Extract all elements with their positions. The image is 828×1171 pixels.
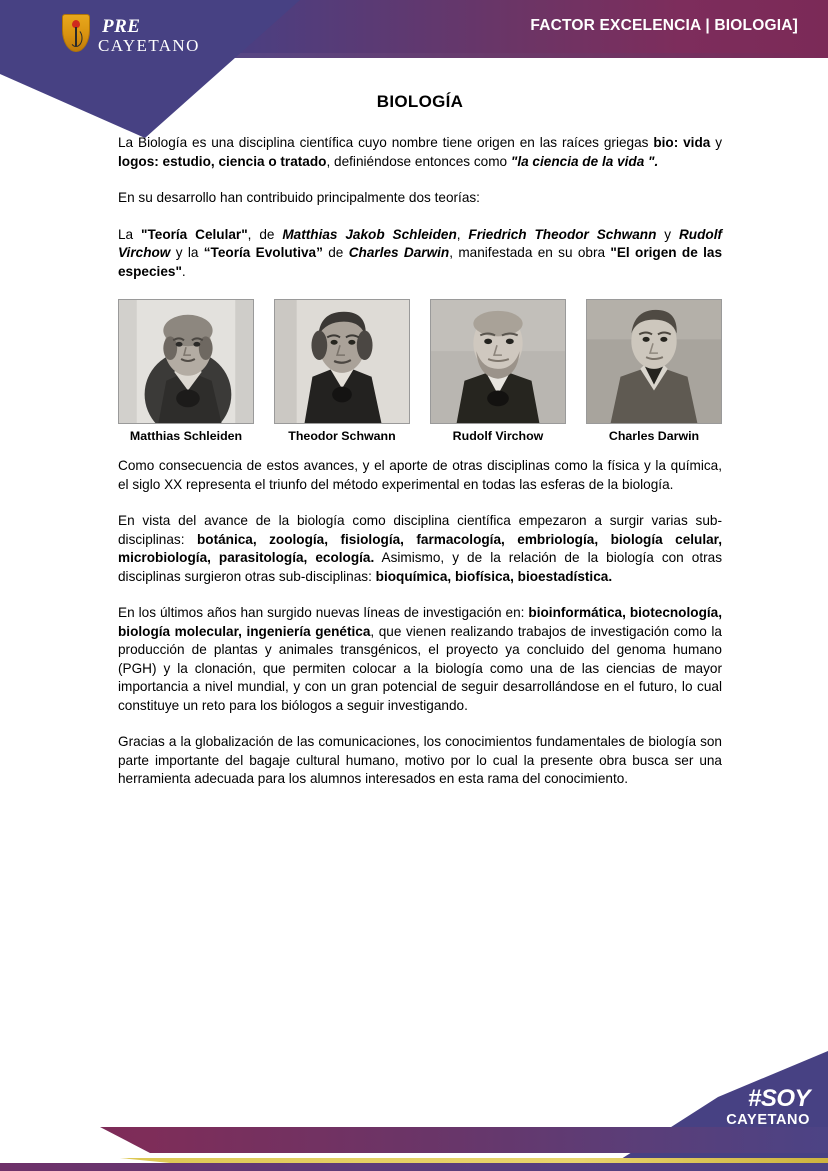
paragraph-globalization: Gracias a la globalización de las comunicaciones, los conocimientos fundamentales de biología son parte importante del bagaje cultural humano, motivo por lo cual la presente obra busca ser una herramienta adecuada para los alumnos interesados en esta rama del conocimiento. [118, 734, 722, 786]
portrait-item [586, 299, 722, 443]
portrait-photo-darwin [586, 299, 722, 424]
p3-seg6: de [322, 245, 349, 260]
portrait-caption: Rudolf Virchow [452, 429, 544, 443]
page-footer [0, 1051, 828, 1171]
portrait-photo-schwann [274, 299, 410, 424]
page-title: BIOLOGÍA [376, 92, 464, 111]
p1-seg1: La Biología es una disciplina científica cuyo nombre tiene origen en las raíces griegas [118, 135, 654, 150]
p6-bold1: bioinformática, biotecnología, biología molecular, ingeniería genética [118, 605, 722, 639]
p5-bold2: bioquímica, biofísica, bioestadística. [375, 568, 613, 584]
footer-bottom-strip [0, 1163, 828, 1171]
document-content [118, 92, 722, 807]
p3-seg8: . [181, 263, 186, 279]
p3-bolditalic1: Matthias Jakob Schleiden [282, 226, 457, 242]
p3-bold3: "El origen de las especies" [118, 245, 723, 279]
p3-seg1: La [118, 226, 142, 242]
p6-seg1: En los últimos años han surgido nuevas líneas de investigación en: [118, 605, 529, 620]
caduceus-mark [74, 20, 78, 46]
p3-bolditalic3: Rudolf Virchow [118, 226, 723, 260]
portrait-gallery [118, 299, 722, 443]
p3-bold1: "Teoría Celular" [141, 226, 248, 242]
portrait-photo-schleiden [118, 299, 254, 424]
p3-seg4: y [656, 226, 679, 242]
soy-badge-line2: CAYETANO [726, 1111, 810, 1128]
portrait-caption: Charles Darwin [608, 429, 700, 443]
p1-bold2: logos: estudio, ciencia o tratado [118, 153, 327, 169]
p5-bold1: botánica, zoología, fisiología, farmacología, embriología, biología celular, microbiología, parasitología, ecología. [118, 531, 723, 565]
soy-badge-line1: #SOY [747, 1084, 810, 1112]
p3-seg7: , manifestada en su obra [449, 245, 611, 260]
portrait-item [118, 299, 254, 443]
paragraph-subdisciplines [118, 512, 722, 586]
paragraph-consequences: Como consecuencia de estos avances, y el aporte de otras disciplinas como la física y la química, el siglo XX representa el triunfo del método experimental en todas las esferas de la biología. [118, 458, 722, 492]
p3-seg2: , de [247, 226, 283, 242]
paragraph-theories [118, 226, 722, 282]
paragraph-intro-theories: En su desarrollo han contribuido principalmente dos teorías: [118, 190, 480, 205]
header-title: FACTOR EXCELENCIA | BIOLOGIA] [530, 17, 798, 34]
snake-icon [70, 29, 83, 47]
logo-line-pre: PRE [102, 16, 141, 37]
footer-bar-text: CENTRO DE ESTUDIOS PREUNIVERSITARIOS (CEPU) [78, 1056, 412, 1070]
p3-bold2: “Teoría Evolutiva” [203, 245, 323, 260]
p1-bold1: bio: vida [653, 135, 711, 150]
p3-bolditalic2: Friedrich Theodor Schwann [468, 226, 657, 242]
p5-seg2: Asimismo, y de la relación de la biología con otras disciplinas surgieron otras sub-disciplinas: [118, 550, 722, 584]
p5-seg1: En vista del avance de la biología como disciplina científica empezaron a surgir varias sub-disciplinas: [118, 513, 722, 547]
paragraph-new-lines [118, 604, 722, 715]
p3-seg5: y la [170, 245, 204, 260]
portrait-item [430, 299, 566, 443]
portrait-caption: Matthias Schleiden [129, 429, 243, 443]
p1-seg2: y [710, 135, 723, 150]
p3-seg3: , [456, 226, 469, 242]
p3-bolditalic4: Charles Darwin [348, 245, 450, 260]
paragraph-definition [118, 134, 722, 171]
p1-bolditalic1: "la ciencia de la vida ". [510, 153, 659, 169]
shield-caduceus-icon [62, 14, 90, 52]
portrait-caption: Theodor Schwann [288, 429, 396, 443]
portrait-item [274, 299, 410, 443]
portrait-photo-virchow [430, 299, 566, 424]
logo-line-cayetano: CAYETANO [98, 36, 200, 55]
brand-logo [62, 14, 212, 66]
p1-seg3: , definiéndose entonces como [326, 153, 511, 169]
footer-bar [0, 1127, 828, 1153]
p6-seg2: , que vienen realizando trabajos de investigación como la producción de plantas y animales transgénicos, el proyecto ya concluido del genoma humano (PGH) y la clonación, que permiten colocar a la biología como una de las ciencias de mayor importancia a nivel mundial, y con un gran potencial de seguir desarrollándose en el futuro, lo cual constituye un reto para los biólogos a seguir investigando. [118, 623, 722, 713]
soy-cayetano-badge [726, 1084, 810, 1128]
header-underline [165, 53, 828, 58]
